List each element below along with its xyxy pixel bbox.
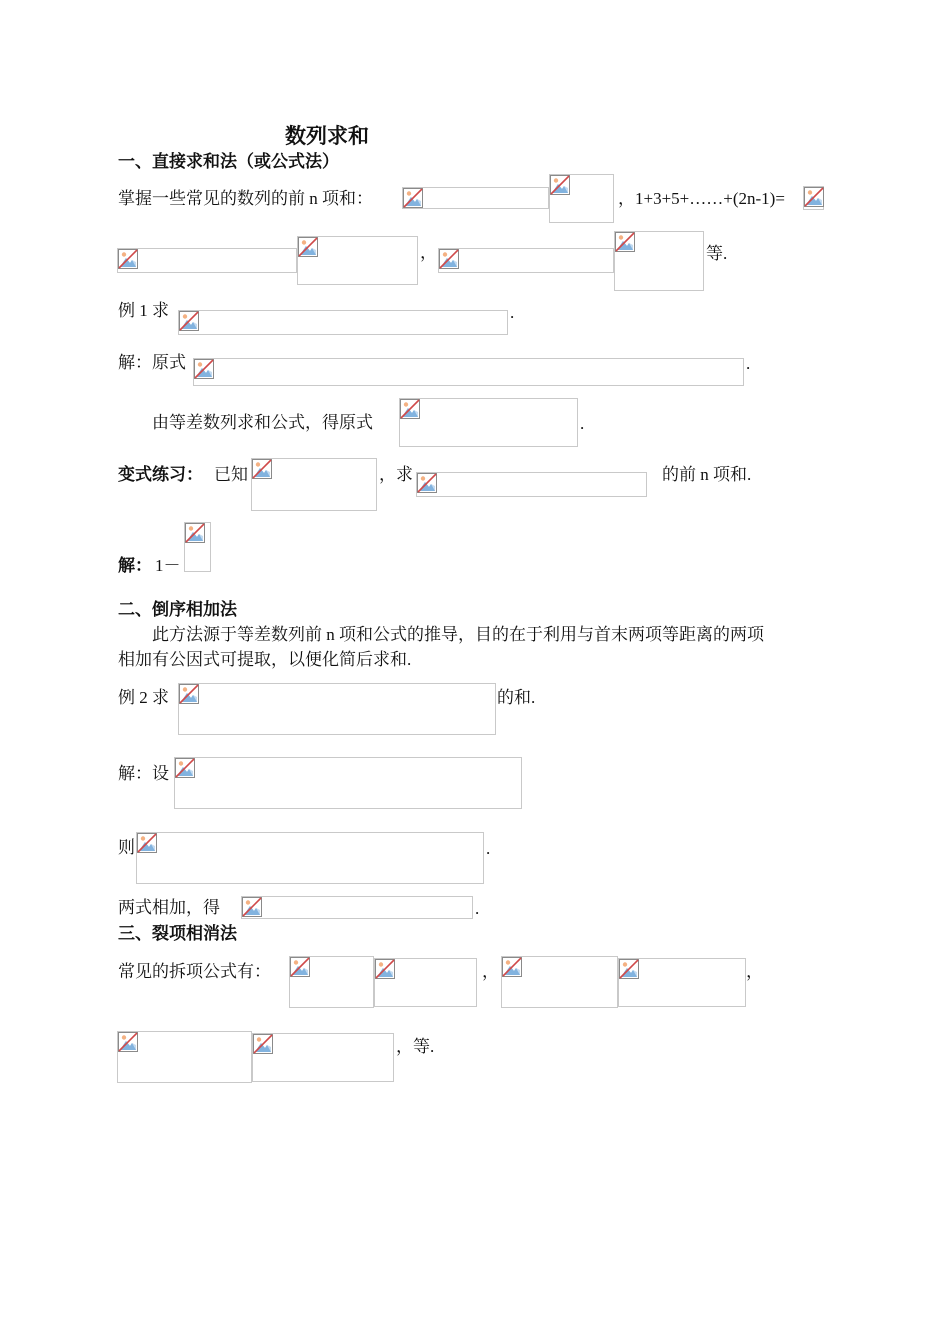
broken-image-icon — [185, 523, 205, 543]
broken-image-icon — [137, 833, 157, 853]
section-2-paragraph-line1: 此方法源于等差数列前 n 项和公式的推导，目的在于利用与首末两项等距离的两项 — [152, 625, 764, 644]
variant-text1: 已知 — [214, 465, 248, 484]
section-2-paragraph-line2: 相加有公因式可提取，以便化简后求和. — [118, 650, 412, 669]
formula-image — [402, 187, 549, 209]
broken-image-icon — [179, 684, 199, 704]
broken-image-icon — [375, 959, 395, 979]
example-2-end: 的和. — [497, 688, 536, 707]
broken-image-icon — [417, 473, 437, 493]
example-2-sum-end: . — [475, 899, 480, 918]
broken-image-icon — [502, 957, 522, 977]
page-title: 数列求和 — [285, 124, 369, 148]
formula-image — [618, 958, 746, 1007]
formula-image — [289, 956, 374, 1008]
formula-image — [184, 522, 211, 572]
formula-image — [251, 458, 377, 511]
broken-image-icon — [194, 359, 214, 379]
variant-solution-label: 解： — [118, 556, 152, 575]
formula-image — [117, 1031, 252, 1083]
formula-image — [297, 236, 418, 285]
formula-image — [374, 958, 477, 1007]
formula-image — [178, 310, 508, 335]
example-2-solution-label: 解：设 — [118, 764, 169, 783]
variant-text3: 的前 n 项和. — [662, 465, 752, 484]
broken-image-icon — [403, 188, 423, 208]
broken-image-icon — [118, 249, 138, 269]
variant-label: 变式练习： — [118, 465, 203, 484]
broken-image-icon — [619, 959, 639, 979]
p1-end: 等. — [706, 244, 728, 263]
example-1-line2-end: . — [580, 414, 585, 433]
example-2-then-label: 则 — [118, 838, 135, 857]
section-3-end: ，等. — [396, 1037, 435, 1056]
broken-image-icon — [253, 1034, 273, 1054]
p1-text: ，1+3+5+……+(2n-1)= — [618, 189, 785, 208]
broken-image-icon — [400, 399, 420, 419]
p1-lead: 掌握一些常见的数列的前 n 项和： — [118, 189, 373, 208]
formula-image — [193, 358, 744, 386]
formula-image — [178, 683, 496, 735]
broken-image-icon — [290, 957, 310, 977]
broken-image-icon — [804, 187, 824, 207]
formula-image — [117, 248, 297, 273]
section-heading-2: 二、倒序相加法 — [118, 600, 237, 619]
formula-image — [399, 398, 578, 447]
formula-image — [416, 472, 647, 497]
formula-image — [614, 231, 704, 291]
example-1-end: . — [510, 303, 515, 322]
formula-image — [501, 956, 618, 1008]
formula-image — [174, 757, 522, 809]
variant-solution-text: 1－ — [155, 556, 181, 575]
example-2-sum-label: 两式相加，得 — [118, 898, 220, 917]
broken-image-icon — [118, 1032, 138, 1052]
broken-image-icon — [242, 897, 262, 917]
formula-image — [252, 1033, 394, 1082]
formula-image — [136, 832, 484, 884]
section-3-comma-2: ， — [746, 962, 763, 981]
example-1-solution-label: 解：原式 — [118, 353, 186, 372]
section-3-comma-1: ， — [482, 962, 499, 981]
example-1-solution-end: . — [746, 354, 751, 373]
broken-image-icon — [175, 758, 195, 778]
formula-image — [241, 896, 473, 919]
example-1-line2: 由等差数列求和公式，得原式 — [152, 413, 373, 432]
formula-image — [438, 248, 614, 273]
broken-image-icon — [439, 249, 459, 269]
broken-image-icon — [179, 311, 199, 331]
p1-comma: ， — [420, 243, 437, 262]
example-1-label: 例 1 求 — [118, 301, 169, 320]
broken-image-icon — [615, 232, 635, 252]
example-2-label: 例 2 求 — [118, 688, 169, 707]
broken-image-icon — [550, 175, 570, 195]
section-3-lead: 常见的拆项公式有： — [118, 962, 271, 981]
broken-image-icon — [298, 237, 318, 257]
variant-text2: ，求 — [379, 465, 413, 484]
formula-image — [803, 186, 824, 210]
example-2-then-end: . — [486, 839, 491, 858]
section-heading-3: 三、裂项相消法 — [118, 924, 237, 943]
formula-image — [549, 174, 614, 223]
broken-image-icon — [252, 459, 272, 479]
section-heading-1: 一、直接求和法（或公式法） — [118, 152, 339, 171]
